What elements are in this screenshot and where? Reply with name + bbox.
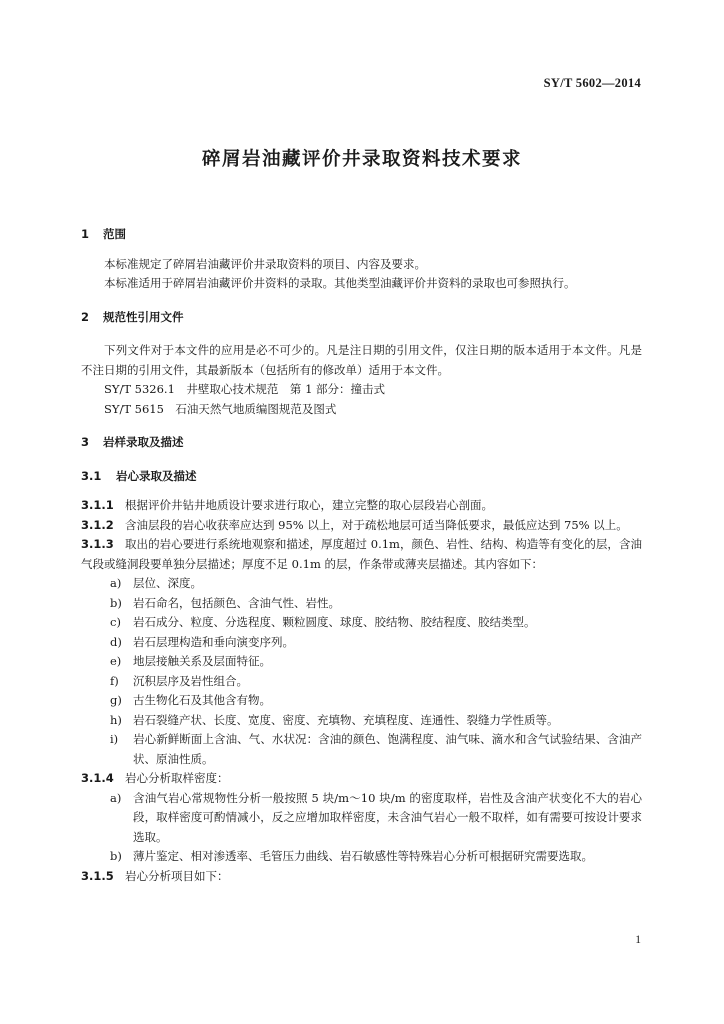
list-item-label: a) xyxy=(110,576,122,590)
clause-number: 3.1.4 xyxy=(81,771,114,785)
scope-paragraph-1: 本标准规定了碎屑岩油藏评价井录取资料的项目、内容及要求。 xyxy=(104,256,426,271)
list-item xyxy=(81,711,642,731)
clause-text: 岩心分析项目如下： xyxy=(125,868,229,883)
page-number: 1 xyxy=(635,934,641,946)
scope-paragraph-2: 本标准适用于碎屑岩油藏评价井资料的录取。其他类型油藏评价井资料的录取也可参照执行。 xyxy=(104,276,576,290)
clause-number: 3.1.3 xyxy=(81,537,114,551)
subsection-title: 岩心录取及描述 xyxy=(116,468,197,483)
section-3-heading xyxy=(81,433,642,453)
clause-3-1-1 xyxy=(81,496,642,516)
subsection-number: 3.1 xyxy=(81,468,102,483)
clause-number: 3.1.5 xyxy=(81,868,114,883)
list-item-label: b) xyxy=(110,849,122,863)
list-item xyxy=(81,847,642,867)
list-item-text: 岩石裂缝产状、长度、宽度、密度、充填物、充填程度、连通性、裂缝力学性质等。 xyxy=(133,712,559,727)
document-body xyxy=(81,225,642,886)
list-item-text: 古生物化石及其他含有物。 xyxy=(133,693,271,707)
section-number: 1 xyxy=(81,227,90,241)
list-item-label: e) xyxy=(110,654,122,668)
list-item-label: b) xyxy=(110,595,122,610)
section-number: 2 xyxy=(81,309,90,324)
normative-references-paragraph: 下列文件对于本文件的应用是必不可少的。凡是注日期的引用文件，仅注日期的版本适用于本文件。凡是不注日期的引用文件，其最新版本（包括所有的修改单）适用于本文件。 xyxy=(81,343,642,377)
list-item xyxy=(81,594,642,614)
list-item-text: 含油气岩心常规物性分析一般按照 5 块/m～10 块/m 的密度取样，岩性及含油产状变化不大的岩心段，取样密度可酌情减小，反之应增加取样密度，未含油气岩心一般不取样，如有需要可按设计要求选取。 xyxy=(133,790,642,844)
clause-number: 3.1.2 xyxy=(81,517,114,532)
list-item xyxy=(81,672,642,692)
list-item-label: g) xyxy=(110,693,122,707)
list-item-text: 沉积层序及岩性组合。 xyxy=(133,673,248,688)
list-item-text: 薄片鉴定、相对渗透率、毛管压力曲线、岩石敏感性等特殊岩心分析可根据研究需要选取。 xyxy=(133,849,593,863)
list-item-text: 岩石层理构造和垂向演变序列。 xyxy=(133,634,294,649)
list-item-label: h) xyxy=(110,712,122,727)
list-item-text: 地层接触关系及层面特征。 xyxy=(133,654,271,668)
clause-text: 岩心分析取样密度： xyxy=(125,771,229,785)
document-title: 碎屑岩油藏评价井录取资料技术要求 xyxy=(201,149,522,170)
clause-text: 含油层段的岩心收获率应达到 95% 以上，对于疏松地层可适当降低要求，最低应达到 75% 以上。 xyxy=(125,517,628,532)
clause-3-1-4 xyxy=(81,769,642,789)
section-title: 岩样录取及描述 xyxy=(103,435,184,449)
list-item xyxy=(81,691,642,711)
standard-code: SY/T 5602—2014 xyxy=(543,76,641,90)
list-item-label: f) xyxy=(110,673,119,688)
list-item-label: a) xyxy=(110,790,122,805)
list-item xyxy=(81,730,642,769)
clause-3-1-2 xyxy=(81,516,642,536)
list-item-label: d) xyxy=(110,634,122,649)
list-item-label: c) xyxy=(110,615,121,629)
list-item-label: i) xyxy=(110,732,119,746)
section-title: 范围 xyxy=(103,227,126,241)
clause-text: 根据评价井钻井地质设计要求进行取心，建立完整的取心层段岩心剖面。 xyxy=(125,498,493,512)
clause-text: 取出的岩心要进行系统地观察和描述，厚度超过 0.1m，颜色、岩性、结构、构造等有变化的层，含油气段或缝洞段要单独分层描述；厚度不足 0.1m 的层，作条带或薄夹层描述。其内容如下： xyxy=(81,537,642,571)
reference-item: SY/T 5615 石油天然气地质编图规范及图式 xyxy=(104,401,337,416)
clause-3-1-3 xyxy=(81,535,642,574)
list-item xyxy=(81,633,642,653)
list-item-text: 层位、深度。 xyxy=(133,576,202,590)
reference-item: SY/T 5326.1 井壁取心技术规范 第 1 部分：撞击式 xyxy=(104,382,386,396)
list-item xyxy=(81,613,642,633)
section-number: 3 xyxy=(81,435,90,449)
section-2-heading xyxy=(81,308,642,328)
list-item xyxy=(81,789,642,848)
clause-3-1-5 xyxy=(81,867,642,887)
clause-number: 3.1.1 xyxy=(81,498,114,512)
list-item-text: 岩石成分、粒度、分选程度、颗粒圆度、球度、胶结物、胶结程度、胶结类型。 xyxy=(133,615,536,629)
list-item xyxy=(81,574,642,594)
section-1-heading xyxy=(81,225,642,245)
list-item xyxy=(81,652,642,672)
subsection-3-1-heading xyxy=(81,467,642,487)
list-item-text: 岩石命名，包括颜色、含油气性、岩性。 xyxy=(133,595,340,610)
list-item-text: 岩心新鲜断面上含油、气、水状况：含油的颜色、饱满程度、油气味、滴水和含气试验结果、含油产状、原油性质。 xyxy=(133,732,642,766)
section-title: 规范性引用文件 xyxy=(103,309,184,324)
